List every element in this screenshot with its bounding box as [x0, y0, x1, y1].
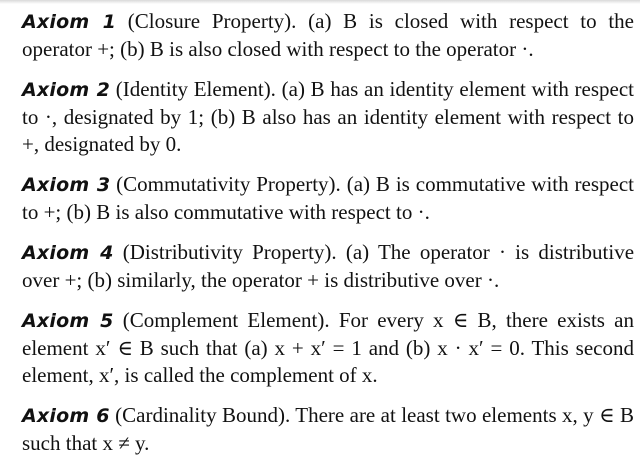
axiom-body: For every x ∈ B, there exists an element x′ ∈ B such that (a) x + x′ = 1 and (b) x · x′ = 0. This second element, x′, is called the complement of x.	[22, 308, 634, 387]
axiom-3	[22, 171, 634, 226]
axiom-number: 4	[100, 242, 114, 264]
axiom-word: Axiom	[22, 11, 90, 33]
axiom-2	[22, 76, 634, 158]
axiom-4	[22, 239, 634, 294]
scan-edge	[0, 0, 640, 4]
axiom-number: 2	[96, 79, 111, 101]
axiom-word: Axiom	[22, 405, 90, 427]
axiom-word: Axiom	[22, 242, 90, 264]
axiom-body: There are at least two elements x, y ∈ B such that x ≠ y.	[22, 403, 634, 455]
axiom-word: Axiom	[22, 310, 90, 332]
axiom-name: (Cardinality Bound).	[115, 403, 291, 427]
axiom-name: (Closure Property).	[127, 9, 297, 33]
axiom-number: 1	[102, 11, 117, 33]
axiom-word: Axiom	[22, 174, 90, 196]
axiom-label	[22, 405, 110, 427]
axiom-5	[22, 307, 634, 389]
axiom-number: 5	[100, 310, 114, 332]
axiom-label	[22, 174, 110, 196]
axiom-name: (Commutativity Property).	[116, 172, 341, 196]
axiom-body: (a) B is commutative with respect to +; (b) B is also commutative with respect to ·.	[22, 172, 635, 224]
axiom-label	[22, 242, 114, 264]
axiom-list	[22, 8, 634, 470]
axiom-label	[22, 11, 116, 33]
axiom-name: (Identity Element).	[115, 77, 276, 101]
axiom-name: (Distributivity Property).	[122, 240, 337, 264]
axiom-word: Axiom	[22, 79, 90, 101]
axiom-body: (a) B is closed with respect to the operator +; (b) B is also closed with respect to the operator ·.	[22, 9, 634, 61]
axiom-label	[22, 310, 114, 332]
axiom-1	[22, 8, 634, 63]
axiom-6	[22, 402, 634, 457]
axiom-number: 3	[96, 174, 111, 196]
axiom-label	[22, 79, 110, 101]
axiom-body: (a) B has an identity element with respect to ·, designated by 1; (b) B also has an identity element with respect to +, designated by 0.	[22, 77, 635, 156]
axiom-name: (Complement Element).	[122, 308, 330, 332]
axiom-number: 6	[96, 405, 110, 427]
axiom-body: (a) The operator · is distributive over +; (b) similarly, the operator + is distributive over ·.	[22, 240, 635, 292]
